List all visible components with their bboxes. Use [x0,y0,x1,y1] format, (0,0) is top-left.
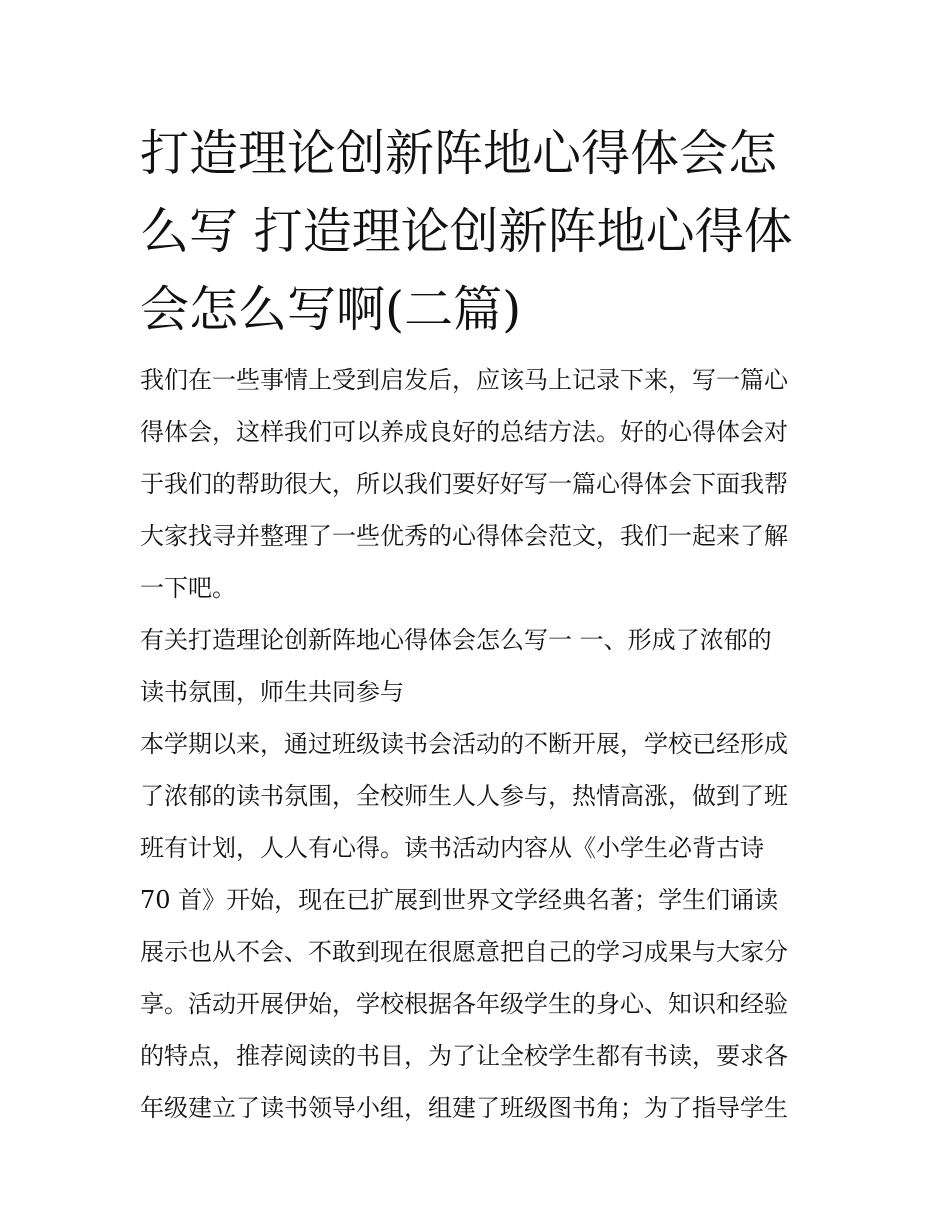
body-line: 享。活动开展伊始，学校根据各年级学生的身心、知识和经验 [140,990,788,1018]
body-line: 大家找寻并整理了一些优秀的心得体会范文，我们一起来了解 [140,522,788,550]
body-line: 于我们的帮助很大，所以我们要好好写一篇心得体会下面我帮 [140,470,788,498]
body-line: 70 首》开始，现在已扩展到世界文学经典名著；学生们诵读 [140,886,779,914]
body-line: 班有计划，人人有心得。读书活动内容从《小学生必背古诗 [140,834,764,862]
body-line: 读书氛围，师生共同参与 [140,678,404,706]
document-title [140,115,830,349]
body-line: 了浓郁的读书氛围，全校师生人人参与，热情高涨，做到了班 [140,782,788,810]
title-line-2: 么写 打造理论创新阵地心得体 [140,203,793,260]
title-line-1: 打造理论创新阵地心得体会怎 [140,125,778,182]
body-line: 展示也从不会、不敢到现在很愿意把自己的学习成果与大家分 [140,938,788,966]
body-line: 一下吧。 [140,574,236,602]
body-line: 的特点，推荐阅读的书目，为了让全校学生都有书读，要求各 [140,1042,788,1070]
body-line: 我们在一些事情上受到启发后，应该马上记录下来，写一篇心 [140,366,788,394]
body-line: 得体会，这样我们可以养成良好的总结方法。好的心得体会对 [140,418,788,446]
body-line: 有关打造理论创新阵地心得体会怎么写一 一、形成了浓郁的 [140,626,772,654]
body-line: 本学期以来，通过班级读书会活动的不断开展，学校已经形成 [140,730,788,758]
body-line: 年级建立了读书领导小组，组建了班级图书角；为了指导学生 [140,1094,788,1122]
document-body [140,354,830,1134]
title-line-3: 会怎么写啊(二篇) [140,281,522,338]
